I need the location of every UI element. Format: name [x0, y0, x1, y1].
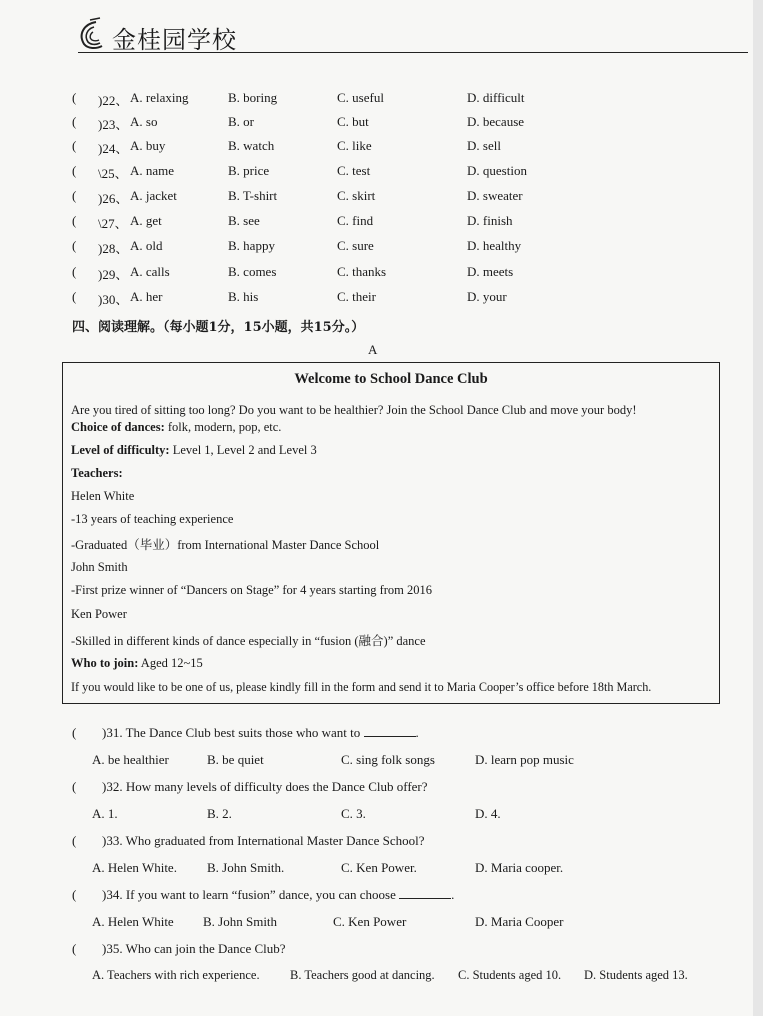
question-number: )28、 — [98, 241, 129, 256]
option-b: B. happy — [228, 238, 275, 253]
option-d: D. Maria Cooper — [475, 914, 564, 929]
option-c: C. 3. — [341, 806, 366, 821]
option-a: A. relaxing — [130, 90, 189, 105]
option-d: D. learn pop music — [475, 752, 574, 767]
option-a: A. 1. — [92, 806, 118, 821]
stem-end: . — [415, 725, 419, 740]
level-value: Level 1, Level 2 and Level 3 — [169, 443, 317, 457]
option-b: B. watch — [228, 138, 275, 153]
option-b: B. John Smith. — [207, 860, 285, 875]
option-d: D. sweater — [467, 188, 523, 203]
question-stem — [102, 725, 419, 741]
option-b: B. price — [228, 163, 270, 178]
option-b: B. or — [228, 114, 254, 129]
option-d: D. finish — [467, 213, 513, 228]
option-a: A. Helen White. — [92, 860, 177, 875]
option-b: B. be quiet — [207, 752, 264, 767]
option-a: A. Helen White — [92, 914, 174, 929]
option-b: B. John Smith — [203, 914, 278, 929]
choice-value: folk, modern, pop, etc. — [164, 420, 282, 434]
option-c: C. test — [337, 163, 371, 178]
option-b: B. his — [228, 289, 259, 304]
school-logo-icon — [76, 16, 104, 52]
option-d: D. difficult — [467, 90, 525, 105]
notice-choice — [71, 420, 281, 435]
answer-paren: ( — [72, 887, 77, 902]
section-heading: 四、阅读理解。（每小题1分，15小题，共15分。） — [72, 320, 365, 335]
question-number: )29、 — [98, 267, 129, 282]
answer-paren: ( — [72, 289, 77, 304]
answer-paren: ( — [72, 833, 77, 848]
option-c: C. Students aged 10. — [458, 968, 562, 982]
answer-paren: ( — [72, 114, 77, 129]
option-a: A. Teachers with rich experience. — [92, 968, 260, 982]
answer-paren: ( — [72, 725, 77, 740]
option-a: A. name — [130, 163, 175, 178]
option-c: C. sure — [337, 238, 374, 253]
header-divider — [78, 52, 748, 53]
question-number: \25、 — [98, 166, 128, 181]
school-name: 金桂园学校 — [112, 26, 237, 54]
answer-paren: ( — [72, 238, 77, 253]
notice-who — [71, 656, 203, 671]
answer-paren: ( — [72, 264, 77, 279]
answer-paren: ( — [72, 941, 77, 956]
question-number: )23、 — [98, 117, 129, 132]
notice-closing: If you would like to be one of us, please kindly fill in the form and send it to Maria Cooper’s office before 18th March. — [71, 680, 652, 694]
notice-title: Welcome to School Dance Club — [294, 371, 488, 387]
option-b: B. boring — [228, 90, 278, 105]
notice-level — [71, 443, 317, 458]
answer-paren: ( — [72, 779, 77, 794]
question-row — [72, 90, 752, 108]
question-number: )30、 — [98, 292, 129, 307]
option-b: B. T-shirt — [228, 188, 278, 203]
option-a: A. calls — [130, 264, 170, 279]
teacher-detail: -First prize winner of “Dancers on Stage” for 4 years starting from 2016 — [71, 583, 432, 597]
option-c: C. their — [337, 289, 376, 304]
answer-paren: ( — [72, 163, 77, 178]
question-row — [72, 114, 752, 132]
answer-paren: ( — [72, 213, 77, 228]
notice-box — [62, 362, 720, 704]
passage-label: A — [368, 342, 378, 357]
option-d: D. sell — [467, 138, 501, 153]
option-a: A. so — [130, 114, 158, 129]
teacher-detail: -Graduated（毕业）from International Master Dance School — [71, 538, 380, 552]
choice-label: Choice of dances: — [71, 420, 165, 434]
answer-paren: ( — [72, 138, 77, 153]
option-c: C. find — [337, 213, 374, 228]
option-b: B. Teachers good at dancing. — [290, 968, 435, 982]
option-c: C. Ken Power — [333, 914, 407, 929]
stem-text: )31. The Dance Club best suits those who want to — [102, 725, 364, 740]
notice-intro: Are you tired of sitting too long? Do you want to be healthier? Join the School Dance Club and move your body! — [71, 403, 637, 417]
question-stem: )35. Who can join the Dance Club? — [102, 941, 286, 956]
option-a: A. old — [130, 238, 163, 253]
option-d: D. your — [467, 289, 507, 304]
option-c: C. like — [337, 138, 372, 153]
question-number: \27、 — [98, 216, 128, 231]
question-stem: )32. How many levels of difficulty does the Dance Club offer? — [102, 779, 428, 794]
option-c: C. thanks — [337, 264, 387, 279]
option-c: C. Ken Power. — [341, 860, 417, 875]
teachers-label: Teachers: — [71, 466, 123, 480]
question-row — [72, 238, 752, 256]
option-d: D. healthy — [467, 238, 522, 253]
question-row — [72, 213, 752, 231]
question-number: )26、 — [98, 191, 129, 206]
teacher-detail: -Skilled in different kinds of dance especially in “fusion (融合)” dance — [71, 634, 426, 648]
stem-text: )34. If you want to learn “fusion” dance, you can choose — [102, 887, 400, 902]
option-d: D. 4. — [475, 806, 501, 821]
question-number: )22、 — [98, 93, 129, 108]
option-c: C. skirt — [337, 188, 376, 203]
stem-end: . — [451, 887, 455, 902]
option-a: A. jacket — [130, 188, 177, 203]
option-a: A. buy — [130, 138, 166, 153]
option-b: B. 2. — [207, 806, 232, 821]
question-row — [72, 289, 752, 307]
level-label: Level of difficulty: — [71, 443, 170, 457]
teacher-name: Ken Power — [71, 607, 127, 621]
answer-paren: ( — [72, 90, 77, 105]
option-d: D. meets — [467, 264, 514, 279]
page-edge-shadow — [753, 0, 763, 1016]
who-value: Aged 12~15 — [138, 656, 203, 670]
question-row — [72, 138, 752, 156]
option-a: A. be healthier — [92, 752, 169, 767]
option-c: C. sing folk songs — [341, 752, 435, 767]
answer-blank — [399, 888, 451, 899]
question-row — [72, 163, 752, 181]
who-label: Who to join: — [71, 656, 139, 670]
question-number: )24、 — [98, 141, 129, 156]
answer-blank — [364, 726, 416, 737]
option-d: D. question — [467, 163, 527, 178]
option-c: C. useful — [337, 90, 384, 105]
option-d: D. Maria cooper. — [475, 860, 564, 875]
question-stem: )33. Who graduated from International Master Dance School? — [102, 833, 425, 848]
option-b: B. see — [228, 213, 260, 228]
answer-paren: ( — [72, 188, 77, 203]
question-row — [72, 264, 752, 282]
question-stem — [102, 887, 454, 903]
option-d: D. Students aged 13. — [584, 968, 688, 982]
teacher-detail: -13 years of teaching experience — [71, 512, 234, 526]
teacher-name: Helen White — [71, 489, 135, 503]
option-a: A. her — [130, 289, 163, 304]
question-row — [72, 188, 752, 206]
option-b: B. comes — [228, 264, 277, 279]
teacher-name: John Smith — [71, 560, 128, 574]
option-a: A. get — [130, 213, 162, 228]
option-d: D. because — [467, 114, 525, 129]
option-c: C. but — [337, 114, 369, 129]
